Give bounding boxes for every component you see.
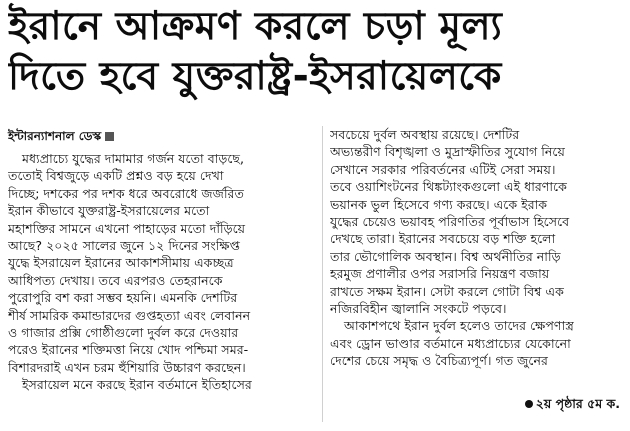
text-line: দেখছে তারা। ইরানের সবচেয়ে বড় শক্তি হলো [330, 231, 556, 247]
text-line: তার ভৌগোলিক অবস্থান। বিশ্ব অর্থনীতির নাড়ি [330, 248, 561, 264]
column-divider [322, 126, 323, 422]
square-bullet-icon [105, 132, 114, 141]
text-line: আধিপত্য দেখায়। তবে এরপরও তেহরানকে [8, 272, 223, 288]
right-paragraph [330, 126, 625, 369]
article-left-column [8, 150, 318, 393]
text-line: রাখতে সক্ষম ইরান। সেটা করলে গোটা বিশ্ব এক [330, 283, 564, 299]
text-line: আছে? ২০২৫ সালের জুনে ১২ দিনের সংক্ষিপ্ত [8, 237, 240, 253]
text-line: তবে ওয়াশিংটনের থিঙ্কট্যাংকগুলো এই ধারণাকে [330, 179, 567, 195]
text-line: ইসরায়েল মনে করছে ইরান বর্তমানে ইতিহাসের [22, 377, 252, 393]
text-line: সবচেয়ে দুর্বল অবস্থায় রয়েছে। দেশটির [330, 127, 520, 142]
text-line: ততোই বিশ্বজুড়ে একটি প্রশ্নও বড় হয়ে দেখা [8, 168, 224, 184]
continued-label: ২য় পৃষ্ঠার ৫ম ক. [535, 396, 620, 411]
byline-text: ইন্টারন্যাশনাল ডেস্ক [8, 129, 102, 143]
text-line: বিশারদরাই এখন চরম হুঁশিয়ারি উচ্চারণ করছেন। [8, 359, 246, 375]
text-line: পুরোপুরি বশ করা সম্ভব হয়নি। এমনকি দেশটির [8, 290, 238, 306]
article-right-column [330, 126, 625, 369]
text-line: ভয়ানক ভুল হিসেবে গণ্য করছে। একে ইরাক [330, 196, 548, 212]
headline-line-2: দিতে হবে যুক্তরাষ্ট্র-ইসরায়েলকে [8, 54, 502, 99]
text-line: মহাশক্তির সামনে এখনো পাহাড়ের মতো দাঁড়িয়ে [8, 220, 246, 236]
text-line: যুদ্ধে ইসরায়েল ইরানের আকাশসীমায় একচ্ছত্র [8, 255, 234, 271]
text-line: নজিরবিহীন জ্বালানি সংকটে পড়বে। [330, 300, 507, 316]
byline [8, 128, 114, 148]
text-line: পরেও ইরানের শক্তিমত্তা নিয়ে খোদ পশ্চিমা সমর- [8, 342, 249, 358]
headline-line-1: ইরানে আক্রমণ করলে চড়া মূল্য [8, 4, 503, 49]
text-line: যুদ্ধের চেয়েও ভয়াবহ পরিণতির পূর্বাভাস হিসেবে [330, 213, 570, 229]
left-paragraph [8, 150, 318, 393]
text-line: ইরান কীভাবে যুক্তরাষ্ট্র-ইসরায়েলের মতো [8, 203, 210, 219]
text-line: দেশের চেয়ে সমৃদ্ধ ও বৈচিত্র্যপূর্ণ। গত জুনের [330, 353, 548, 369]
text-line: মধ্যপ্রাচ্যে যুদ্ধের দামামার গর্জন যতো বাড়ছে, [22, 151, 245, 166]
headline [8, 2, 624, 102]
text-line: হরমুজ প্রণালীর ওপর সরাসরি নিয়ন্ত্রণ বজায় [330, 266, 550, 282]
text-line: শীর্ষ সামরিক কমান্ডারদের গুপ্তহত্যা এবং লেবানন [8, 307, 251, 323]
text-line: এবং ড্রোন ভাণ্ডার বর্তমানে মধ্যপ্রাচ্যের যেকোনো [330, 335, 571, 351]
bullet-icon [525, 400, 533, 408]
text-line: দিচ্ছে; দশকের পর দশক ধরে অবরোধে জর্জরিত [8, 185, 244, 201]
text-line: অভ্যন্তরীণ বিশৃঙ্খলা ও মুদ্রাস্ফীতির সুযোগ নিয়ে [330, 144, 565, 160]
text-line: আকাশপথে ইরান দুর্বল হলেও তাদের ক্ষেপণাস্ত্র [344, 318, 574, 334]
continued-on-page [525, 396, 620, 416]
text-line: ও গাজার প্রক্সি গোষ্ঠীগুলো দুর্বল করে দেওয়ার [8, 324, 239, 340]
text-line: সেখানে সরকার পরিবর্তনের এটিই সেরা সময়। [330, 161, 556, 177]
